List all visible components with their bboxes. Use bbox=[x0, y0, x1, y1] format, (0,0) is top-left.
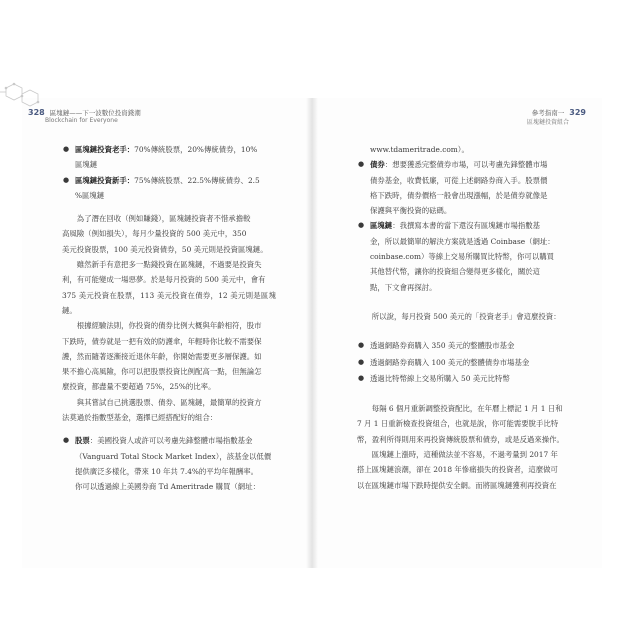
list-item bbox=[357, 338, 569, 353]
left-header-title: 區塊鏈——下一波數位投資錢潮 bbox=[49, 109, 141, 117]
bullet-label: 區塊鏈投資新手： bbox=[75, 175, 135, 185]
list-item bbox=[357, 355, 569, 370]
bullet-dot-icon: ● bbox=[358, 357, 365, 366]
bullet-veteran bbox=[62, 142, 276, 173]
right-page-number: 329 bbox=[569, 108, 586, 117]
bullet-label: 區塊鏈投資老手： bbox=[75, 145, 135, 154]
book-gutter bbox=[306, 98, 318, 568]
text-line: 果不擔心高風險，你可以把股票投資比例配高一點，但無論怎 bbox=[62, 367, 262, 377]
right-header-section: 參考指南一 bbox=[531, 109, 565, 117]
bullet-text: 75%傳統股票、22.5%傳統債券、2.5 bbox=[134, 175, 260, 185]
text-line: 與其嘗試自己挑選股票、債券、區塊鏈，最簡單的投資方 bbox=[76, 397, 262, 407]
bullet-dot-icon: ● bbox=[358, 341, 365, 350]
bullet-text-cont: 保護與平衡投資的砝碼。 bbox=[370, 206, 452, 216]
bullet-text-cont: 金，所以最簡單的解決方案就是透過 Coinbase（網址： bbox=[370, 236, 555, 246]
paragraph bbox=[62, 395, 276, 426]
bullet-bonds bbox=[357, 157, 569, 218]
bullet-text-cont: 提供廣泛多樣化，帶來 10 年共 7.4%的平均年報酬率。 bbox=[75, 466, 259, 476]
bullet-text-cont: 債券基金，收費低廉，可從上述網路券商入手。股票價 bbox=[370, 175, 548, 185]
url-continuation: www.tdameritrade.com）。 bbox=[370, 145, 469, 154]
bullet-dot-icon: ● bbox=[358, 373, 365, 382]
text-line: 根據經驗法則，你投資的債券比例大概與年齡相符，股市 bbox=[76, 321, 262, 331]
text-line: 護，然而隨著逐漸接近退休年齡，你開始需要更多層保護。如 bbox=[62, 351, 262, 361]
bullet-dot-icon: ● bbox=[358, 221, 365, 230]
left-running-header bbox=[28, 108, 141, 124]
bullet-label: 區塊鏈 bbox=[370, 221, 393, 231]
list-item-text: 透過網路券商購入 100 美元的整體債券市場基金 bbox=[370, 357, 530, 367]
text-line: 為了潛在回收（例如賺錢），區塊鏈投資者不惜承擔較 bbox=[76, 214, 251, 224]
list-item-text: 透過比特幣線上交易所購入 50 美元比特幣 bbox=[370, 373, 510, 383]
left-page-number: 328 bbox=[28, 108, 45, 117]
bullet-dot-icon: ● bbox=[63, 436, 70, 445]
bullet-text-cont: 點，下文會再探討。 bbox=[370, 282, 437, 292]
bullet-text-cont: （Vanguard Total Stock Market Index），該基金以低價 bbox=[75, 451, 272, 461]
bullet-dot-icon: ● bbox=[358, 160, 365, 169]
right-body-text bbox=[357, 142, 569, 493]
text-line: 利，有可能變成一場惡夢。於是每月投資的 500 美元中，會有 bbox=[62, 275, 266, 285]
bullet-text: ：我撰寫本書的當下還沒有區塊鏈市場指數基 bbox=[392, 221, 541, 231]
bullet-text: ：美國投資人或許可以考慮先鋒整體市場指數基金 bbox=[89, 436, 253, 446]
paragraph bbox=[62, 318, 276, 394]
text-line: 7 月 1 日重新檢查投資組合，也就是說，你可能需要脫手比特 bbox=[357, 419, 559, 429]
paragraph: 所以說，每月投資 500 美元的「投資老手」會這麼投資： bbox=[371, 311, 561, 321]
bullet-text: ：想要獲悉完整債券市場，可以考慮先鋒整體市場 bbox=[384, 160, 548, 170]
bullet-stocks bbox=[62, 433, 276, 494]
text-line: 區塊鏈上漲時，這種做法並不容易，不過考量到 2017 年 bbox=[371, 450, 558, 460]
paragraph bbox=[357, 447, 569, 493]
text-line: 375 美元投資在股票，113 美元投資在債券，12 美元則是區塊鏈。 bbox=[62, 290, 276, 315]
paragraph bbox=[62, 257, 276, 318]
bullet-blockchain bbox=[357, 218, 569, 294]
text-line: 麼投資，都盡量不要超過 75%，25%的比率。 bbox=[62, 382, 216, 392]
text-line: 高風險（例如損失），每月少量投資的 500 美元中，350 bbox=[62, 229, 247, 239]
left-body-text bbox=[62, 142, 276, 495]
bullet-novice bbox=[62, 173, 276, 204]
bullet-text-cont: coinbase.com）等線上交易所購買比特幣，你可以購買 bbox=[370, 252, 554, 262]
bullet-text: 70%傳統股票，20%傳統債券，10% bbox=[134, 145, 258, 154]
text-line: 法莫過於指數型基金，選擇已經搭配好的組合： bbox=[62, 413, 218, 423]
text-line: 下跌時，債券就是一把有效的防護傘，年輕時你比較不需要保 bbox=[62, 336, 262, 346]
bullet-text-cont: %區塊鏈 bbox=[75, 190, 105, 200]
text-line: 搭上區塊鏈浪潮，卻在 2018 年慘痛損失的投資者，這麼做可 bbox=[357, 465, 558, 475]
text-line: 幣，盈利所得則用來再投資傳統股票和債券，或是反過來操作。 bbox=[357, 434, 564, 444]
bullet-text-cont: 其他替代幣，讓你的投資組合變得更多樣化，關於這 bbox=[370, 267, 540, 277]
right-header-title: 區塊鏈投資組合 bbox=[526, 119, 569, 126]
bullet-label: 股票 bbox=[75, 436, 90, 446]
bullet-dot-icon: ● bbox=[63, 145, 70, 153]
list-item-text: 透過網路券商購入 350 美元的整體股市基金 bbox=[370, 341, 515, 351]
text-line: 每隔 6 個月重新調整投資配比，在年曆上標記 1 月 1 日和 bbox=[371, 404, 563, 414]
text-line: 美元投資股票，100 美元投資債券，50 美元則是投資區塊鏈。 bbox=[62, 244, 268, 254]
bullet-dot-icon: ● bbox=[63, 175, 70, 184]
bullet-text-cont: 你可以透過線上美國券商 Td Ameritrade 購買（網址： bbox=[75, 482, 260, 492]
paragraph bbox=[357, 401, 569, 447]
right-running-header bbox=[527, 108, 586, 126]
left-header-subtitle: Blockchain for Everyone bbox=[45, 117, 118, 124]
bullet-text-cont: 格下跌時，債券價格一般會出現漲幅，於是債券就像是 bbox=[370, 190, 548, 200]
text-line: 以在區塊鏈市場下跌時提供安全網。而將區塊鏈獲利再投資在 bbox=[357, 480, 557, 490]
bullet-text-cont: 區塊鏈 bbox=[75, 160, 98, 170]
bullet-label: 債券 bbox=[370, 160, 385, 170]
text-line: 雖然新手有意把多一點錢投資在區塊鏈，不過要是投資失 bbox=[76, 260, 262, 270]
paragraph bbox=[62, 211, 276, 257]
list-item bbox=[357, 371, 569, 386]
